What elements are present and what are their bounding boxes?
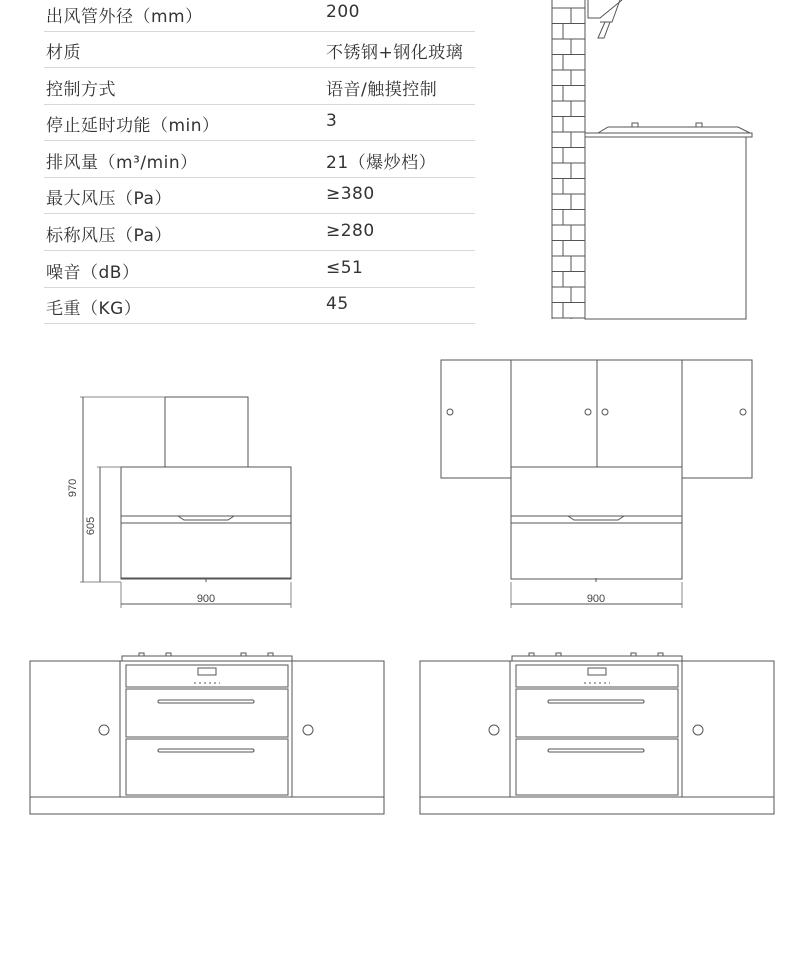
- wall-cabinet-4: [682, 360, 752, 478]
- spec-value: 不锈钢+钢化玻璃: [326, 43, 464, 63]
- spec-value: 45: [326, 294, 349, 314]
- wall-cabinet-1: [441, 360, 511, 478]
- dim-label-900-right: 900: [586, 593, 606, 605]
- wall-cabinet-2: [511, 360, 597, 467]
- stove-unit-right: [420, 653, 774, 814]
- spec-value: 200: [326, 2, 360, 22]
- spec-value: 语音/触摸控制: [326, 80, 438, 100]
- cabinet-view-drawing: [441, 360, 752, 608]
- spec-label: 出风管外径（mm）: [46, 7, 203, 27]
- spec-label: 排风量（m³/min）: [46, 153, 198, 173]
- spec-label: 最大风压（Pa）: [46, 189, 172, 209]
- spec-label: 噪音（dB）: [46, 263, 140, 283]
- dim-label-970: 970: [67, 478, 79, 498]
- spec-value: 3: [326, 111, 338, 131]
- spec-label: 材质: [46, 43, 81, 63]
- spec-label: 停止延时功能（min）: [46, 116, 220, 136]
- stove-unit-left: [30, 653, 384, 814]
- spec-label: 毛重（KG）: [46, 299, 142, 319]
- spec-value: ≤51: [326, 258, 364, 278]
- spec-label: 标称风压（Pa）: [46, 226, 172, 246]
- front-view-drawing: [80, 397, 291, 608]
- brick-wall: [552, 0, 585, 319]
- dim-label-605: 605: [85, 516, 97, 536]
- dim-label-900-left: 900: [196, 593, 216, 605]
- spec-label: 控制方式: [46, 80, 116, 100]
- spec-value: 21（爆炒档）: [326, 153, 437, 173]
- range-hood-side: [588, 0, 622, 38]
- side-view-drawing: [552, 0, 752, 319]
- spec-value: ≥280: [326, 221, 375, 241]
- chimney-cover: [165, 397, 248, 467]
- spec-value: ≥380: [326, 184, 375, 204]
- wall-cabinet-3: [597, 360, 682, 467]
- stove-cabinet-side: [585, 123, 752, 319]
